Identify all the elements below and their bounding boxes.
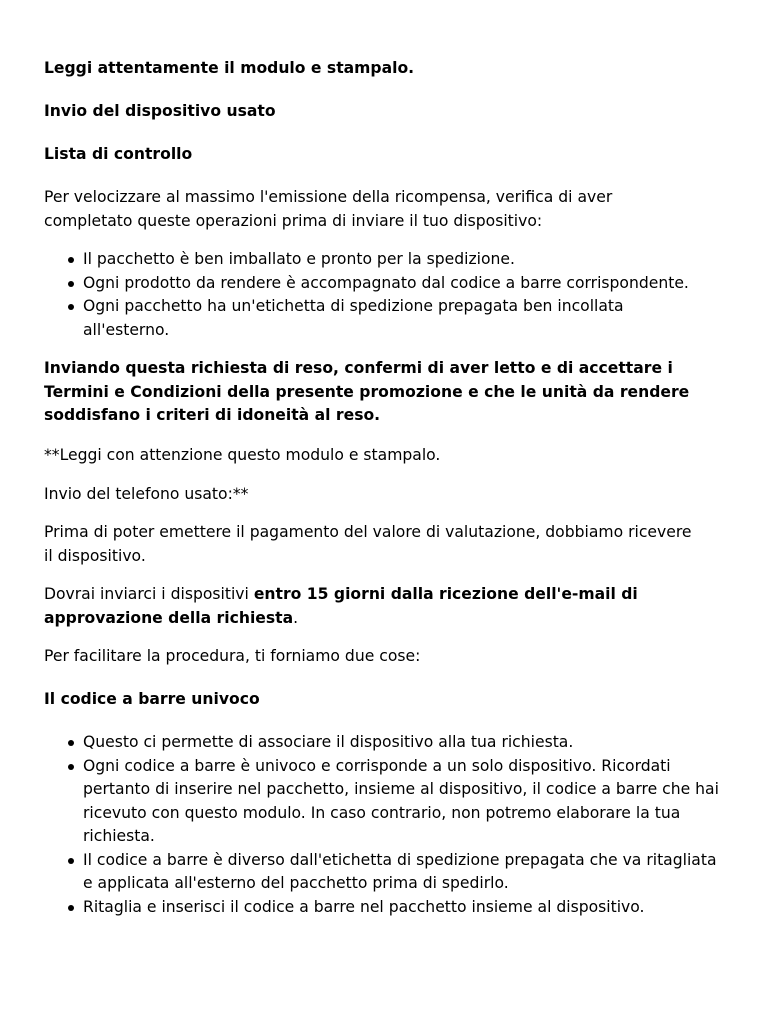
section-heading-send-device: Invio del dispositivo usato [44, 102, 276, 120]
bullet-icon [68, 740, 74, 746]
terms-statement: Inviando questa richiesta di reso, confermi di aver letto e di accettare i Termini e Condizioni della presente promozione e che le unità da rendere soddisfano i criteri di idoneità al reso. [44, 359, 690, 424]
page-title: Leggi attentamente il modulo e stampalo. [44, 59, 415, 77]
bullet-icon [68, 281, 74, 287]
deadline-emphasis: entro 15 giorni dalla ricezione dell'e-mail di approvazione della richiesta [44, 585, 638, 627]
list-item-text: Il codice a barre è diverso dall'etichetta di spedizione prepagata che va ritagliata e applicata all'esterno del pacchetto prima di spedirlo. [83, 850, 717, 892]
facilitate-note: Per facilitare la procedura, ti forniamo due cose: [44, 647, 421, 665]
read-carefully-note: **Leggi con attenzione questo modulo e stampalo. [44, 446, 441, 464]
list-item-text: Ogni prodotto da rendere è accompagnato dal codice a barre corrispondente. [83, 273, 689, 292]
list-item [44, 272, 744, 296]
deadline-prefix: Dovrai inviarci i dispositivi [44, 585, 254, 603]
list-item-text: Il pacchetto è ben imballato e pronto per la spedizione. [83, 250, 515, 268]
payment-note: Prima di poter emettere il pagamento del valore di valutazione, dobbiamo ricevere il dispositivo. [44, 523, 692, 565]
list-item [44, 731, 729, 755]
list-item-text: Ogni pacchetto ha un'etichetta di spedizione prepagata ben incollata all'esterno. [83, 297, 624, 339]
list-item [44, 248, 744, 272]
deadline-note [44, 583, 694, 630]
list-item-text: Ogni codice a barre è univoco e corrisponde a un solo dispositivo. Ricordati pertanto di inserire nel pacchetto, insieme al dispositivo, il codice a barre che hai ricevuto con questo modulo. In caso contrario, non potremo elaborare la tua richiesta. [83, 756, 719, 845]
barcode-list [44, 731, 729, 919]
deadline-suffix: . [293, 608, 299, 627]
checklist [44, 248, 744, 342]
list-item [44, 896, 729, 920]
list-item [44, 295, 703, 342]
phone-send-note: Invio del telefono usato:** [44, 485, 249, 503]
section-heading-checklist: Lista di controllo [44, 145, 193, 163]
list-item-text: Questo ci permette di associare il dispositivo alla tua richiesta. [83, 733, 574, 751]
section-heading-barcode: Il codice a barre univoco [44, 690, 260, 708]
bullet-icon [68, 257, 74, 263]
bullet-icon [68, 858, 74, 864]
bullet-icon [68, 304, 74, 310]
list-item [44, 755, 729, 849]
bullet-icon [68, 905, 74, 911]
list-item-text: Ritaglia e inserisci il codice a barre nel pacchetto insieme al dispositivo. [83, 897, 645, 916]
bullet-icon [68, 764, 74, 770]
checklist-intro: Per velocizzare al massimo l'emissione della ricompensa, verifica di aver completato queste operazioni prima di inviare il tuo dispositivo: [44, 188, 613, 230]
list-item [44, 849, 723, 896]
